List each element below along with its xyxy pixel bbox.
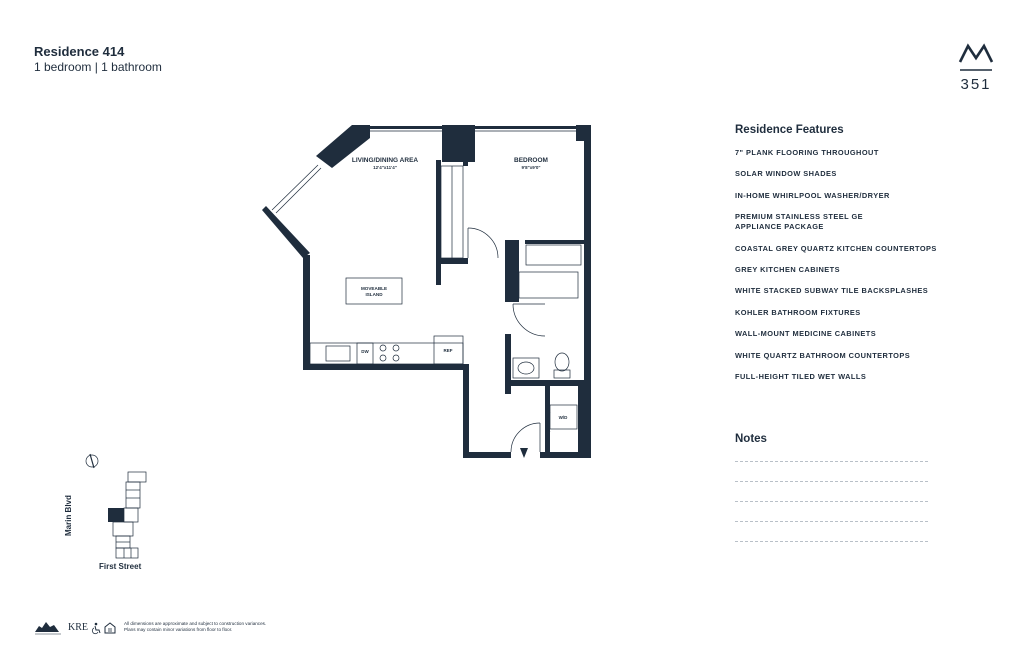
note-line [735,501,928,502]
feature-item: WHITE STACKED SUBWAY TILE BACKSPLASHES [735,286,929,296]
notes-heading: Notes [735,433,767,445]
key-plan [0,0,160,580]
developer-logo-icon [35,622,61,634]
floor-plan-walls [262,125,591,458]
residence-subtitle: 1 bedroom | 1 bathroom [34,60,162,74]
street-label-first: First Street [99,562,142,571]
features-heading: Residence Features [735,124,844,136]
disclaimer-line: Plans may contain minor variations from floor to floor. [124,627,233,632]
living-room-dims: 12'4"x11'4" [373,165,397,170]
bedroom-dims: 9'8"x9'0" [521,165,541,170]
disclaimer-line: All dimensions are approximate and subject to construction variances. [124,621,267,626]
street-label-marin: Marin Blvd [64,495,73,536]
note-line [735,521,928,522]
feature-item: WALL-MOUNT MEDICINE CABINETS [735,329,877,339]
equal-housing-icon [105,623,115,633]
bedroom-label: BEDROOM [514,157,548,164]
accessibility-icon [92,623,100,634]
disclaimer [124,621,294,633]
north-arrow-icon [86,454,98,468]
brand-number: 351 [960,76,992,93]
kre-logo: KRE [68,622,88,633]
washer-dryer-label: W/D [558,415,568,420]
island-label: MOVEABLE [360,286,388,291]
unit-location-marker [108,508,124,522]
note-line [735,541,928,542]
feature-item: SOLAR WINDOW SHADES [735,169,837,179]
dishwasher-label: DW [361,349,369,354]
residence-title: Residence 414 [34,44,125,59]
feature-item: COASTAL GREY QUARTZ KITCHEN COUNTERTOPS [735,243,937,253]
note-line [735,461,928,462]
feature-item: 7" PLANK FLOORING THROUGHOUT [735,148,879,157]
features-list [735,148,955,393]
feature-item: FULL-HEIGHT TILED WET WALLS [735,371,867,381]
feature-item: KOHLER BATHROOM FIXTURES [735,307,861,317]
note-line [735,481,928,482]
feature-item: IN-HOME WHIRLPOOL WASHER/DRYER [735,190,890,200]
island-label-2: ISLAND [365,292,383,297]
feature-item: GREY KITCHEN CABINETS [735,264,840,274]
feature-item: WHITE QUARTZ BATHROOM COUNTERTOPS [735,350,911,360]
floor-plan-fixtures [272,131,581,452]
feature-item: PREMIUM STAINLESS STEEL GE APPLIANCE PACKAGE [735,212,864,232]
refrigerator-label: REF [443,348,453,353]
living-room-label: LIVING/DINING AREA [351,157,419,164]
